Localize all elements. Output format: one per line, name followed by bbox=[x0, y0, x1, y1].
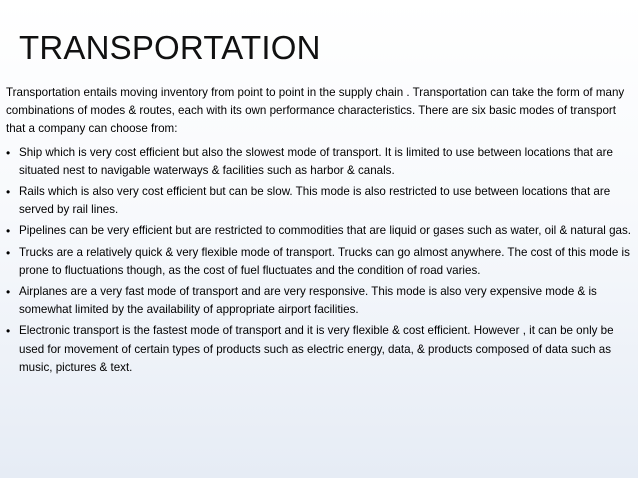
bullet-text: Pipelines can be very efficient but are restricted to commodities that are liquid or gases such as water, oil & natural gas. bbox=[19, 224, 631, 238]
slide-title: TRANSPORTATION bbox=[19, 29, 321, 66]
bullet-item-trucks bbox=[6, 244, 632, 280]
bullet-text: Trucks are a relatively quick & very flexible mode of transport. Trucks can go almost anywhere. The cost of this mode is prone to fluctuations though, as the cost of fuel fluctuates and the condition of road varies. bbox=[19, 245, 630, 277]
bullet-text: Rails which is also very cost efficient but can be slow. This mode is also restricted to use between locations that are served by rail lines. bbox=[19, 185, 611, 217]
bullet-dot-icon: • bbox=[6, 324, 11, 339]
bullet-dot-icon: • bbox=[6, 185, 11, 200]
bullet-text: Ship which is very cost efficient but also the slowest mode of transport. It is limited to use between locations that are situated nest to navigable waterways & facilities such as harbor & canals. bbox=[19, 145, 613, 177]
bullet-item-pipelines bbox=[6, 222, 632, 240]
bullet-dot-icon: • bbox=[6, 245, 11, 260]
intro-paragraph: Transportation entails moving inventory from point to point in the supply chain . Transportation can take the form of many combinations of modes & routes, each with its own performance characteristics. There are six basic modes of transport that a company can choose from: bbox=[6, 86, 625, 136]
bullet-item-ship bbox=[6, 144, 632, 180]
bullet-dot-icon: • bbox=[6, 224, 11, 239]
bullet-text: Electronic transport is the fastest mode of transport and it is very flexible & cost efficient. However , it can be only be used for movement of certain types of products such as electric energy, data, & products composed of data such as music, pictures & text. bbox=[19, 324, 614, 374]
bullet-item-airplanes bbox=[6, 283, 632, 319]
bullet-text: Airplanes are a very fast mode of transport and are very responsive. This mode is also very expensive mode & is somewhat limited by the availability of appropriate airport facilities. bbox=[19, 285, 597, 317]
bullet-list bbox=[6, 144, 632, 377]
slide-body bbox=[6, 84, 632, 380]
bullet-dot-icon: • bbox=[6, 145, 11, 160]
bullet-item-electronic bbox=[6, 322, 632, 377]
bullet-item-rails bbox=[6, 183, 632, 219]
bullet-dot-icon: • bbox=[6, 285, 11, 300]
